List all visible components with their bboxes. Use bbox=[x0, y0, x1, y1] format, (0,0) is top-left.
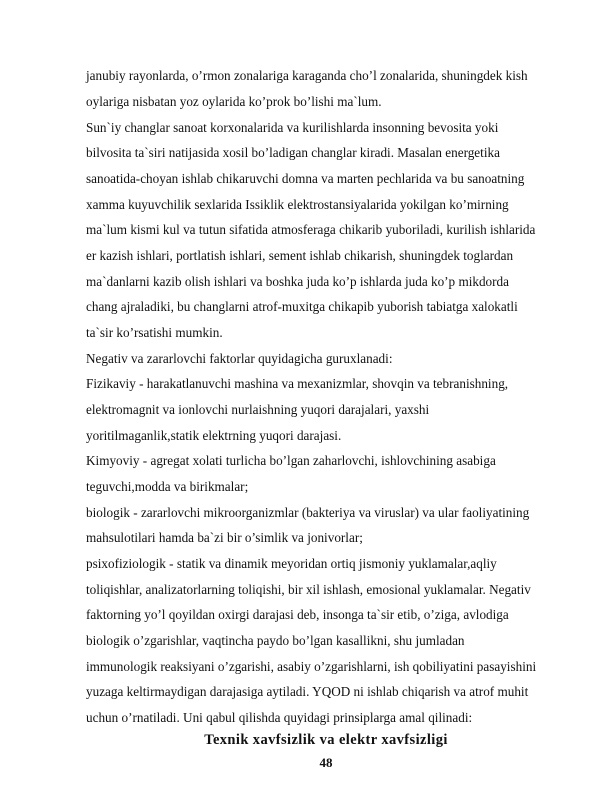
body-text-line: ta`sir ko’rsatishi mumkin. bbox=[86, 325, 223, 340]
body-text-line: yoritilmaganlik,statik elektrning yuqori darajasi. bbox=[86, 428, 342, 443]
body-text-line: yuzaga keltirmaydigan darajasiga aytiladi. YQOD ni ishlab chiqarish va atrof muhit bbox=[86, 684, 529, 699]
body-text-line: bilvosita ta`siri natijasida xosil bo’ladigan changlar kiradi. Masalan energetika bbox=[86, 145, 500, 160]
body-text-line: janubiy rayonlarda, o’rmon zonalariga karaganda cho’l zonalarida, shuningdek kish bbox=[86, 68, 528, 83]
body-text-line: Negativ va zararlovchi faktorlar quyidagicha guruxlanadi: bbox=[86, 351, 393, 366]
body-text-line: toliqishlar, analizatorlarning toliqishi, bir xil ishlash, emosional yuklamalar. Negativ bbox=[86, 582, 531, 597]
section-heading: Texnik xavfsizlik va elektr xavfsizligi bbox=[204, 732, 448, 748]
body-text-line: Fizikaviy - harakatlanuvchi mashina va mexanizmlar, shovqin va tebranishning, bbox=[86, 376, 509, 391]
body-text-line: uchun o’rnatiladi. Uni qabul qilishda quyidagi prinsiplarga amal qilinadi: bbox=[86, 710, 473, 725]
body-text-line: biologik - zararlovchi mikroorganizmlar (bakteriya va viruslar) va ular faoliyatining bbox=[86, 505, 530, 520]
body-text-line: ma`danlarni kazib olish ishlari va boshka juda ko’p ishlarda juda ko’p mikdorda bbox=[86, 274, 509, 289]
page-number: 48 bbox=[319, 755, 333, 770]
body-text-line: chang ajraladiki, bu changlarni atrof-muxitga chikapib yuborish tabiatga xalokatli bbox=[86, 299, 518, 314]
body-text-line: oylariga nisbatan yoz oylarida ko’prok bo’lishi ma`lum. bbox=[86, 94, 382, 109]
body-text-line: ma`lum kismi kul va tutun sifatida atmosferaga chikarib yuboriladi, kurilish ishlarida bbox=[86, 222, 536, 237]
body-text-line: Kimyoviy - agregat xolati turlicha bo’lgan zaharlovchi, ishlovchining asabiga bbox=[86, 453, 496, 468]
body-text-line: er kazish ishlari, portlatish ishlari, sement ishlab chikarish, shuningdek toglardan bbox=[86, 248, 514, 263]
body-text-line: mahsulotilari hamda ba`zi bir o’simlik va jonivorlar; bbox=[86, 530, 363, 545]
body-text-line: xamma kuyuvchilik sexlarida Issiklik elektrostansiyalarida yokilgan ko’mirning bbox=[86, 197, 509, 212]
body-text-line: psixofiziologik - statik va dinamik meyoridan ortiq jismoniy yuklamalar,aqliy bbox=[86, 556, 497, 571]
body-text-line: faktorning yo’l qoyildan oxirgi darajasi deb, insonga ta`sir etib, o’ziga, avlodiga bbox=[86, 607, 509, 622]
body-text-line: immunologik reaksiyani o’zgarishi, asabiy o’zgarishlarni, ish qobiliyatini pasayishini bbox=[86, 659, 537, 674]
body-text-line: biologik o’zgarishlar, vaqtincha paydo bo’lgan kasallikni, shu jumladan bbox=[86, 633, 465, 648]
body-text-line: teguvchi,modda va birikmalar; bbox=[86, 479, 249, 494]
body-text-line: elektromagnit va ionlovchi nurlaishning yuqori darajalari, yaxshi bbox=[86, 402, 430, 417]
body-text-line: sanoatida-choyan ishlab chikaruvchi domna va marten pechlarida va bu sanoatning bbox=[86, 171, 525, 186]
body-text-line: Sun`iy changlar sanoat korxonalarida va kurilishlarda insonning bevosita yoki bbox=[86, 120, 499, 135]
